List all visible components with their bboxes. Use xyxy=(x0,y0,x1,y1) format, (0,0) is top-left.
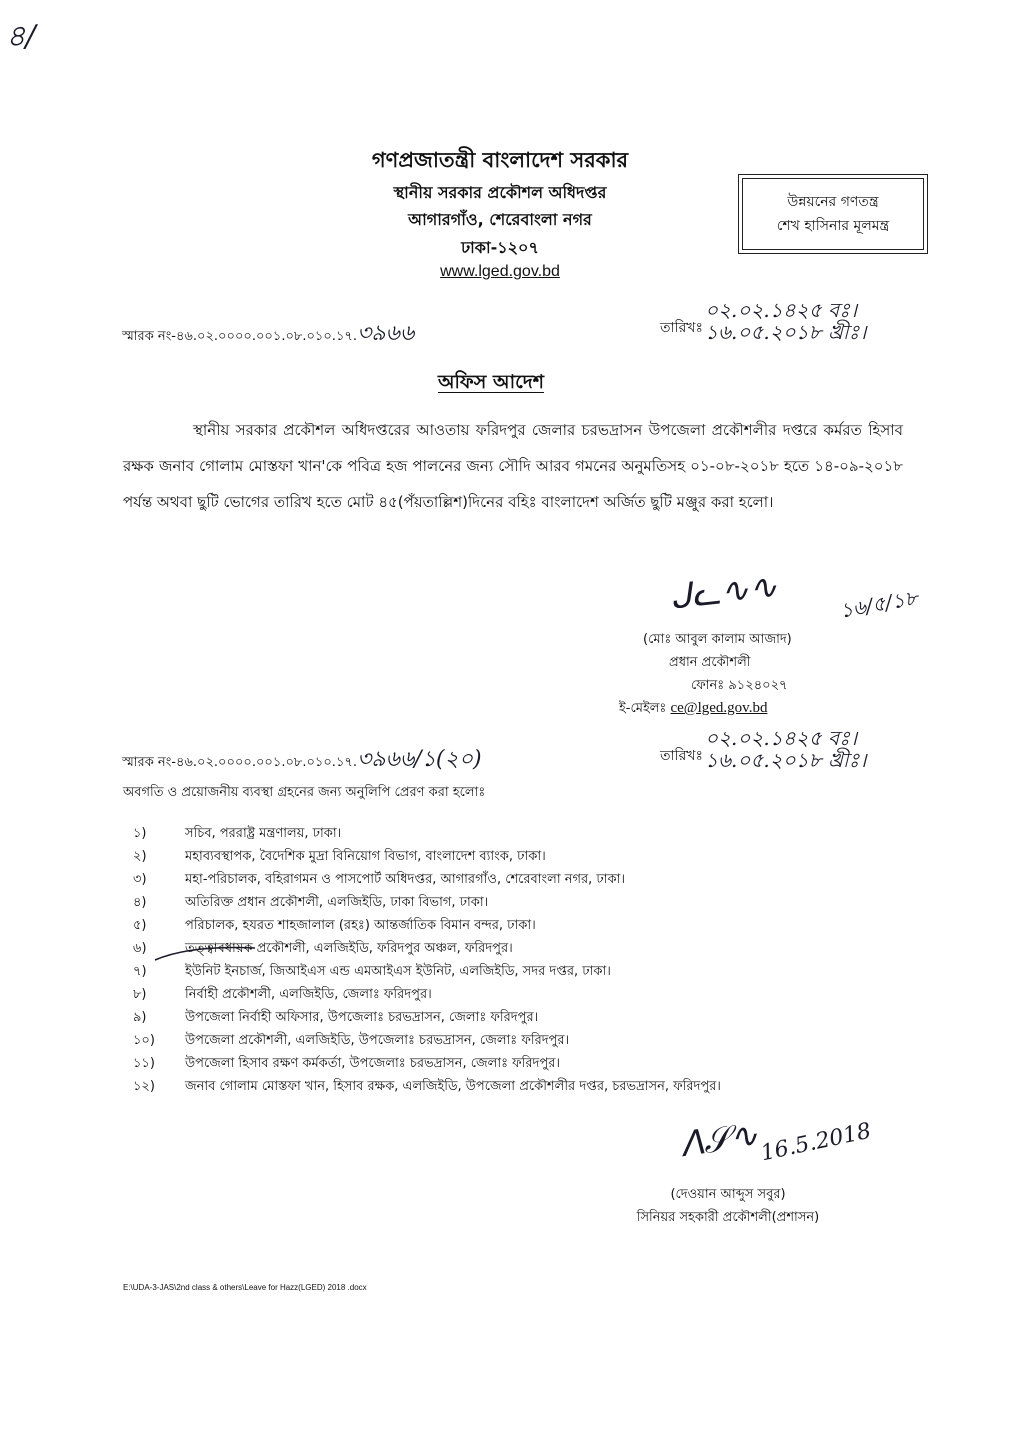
signature2-date: 16.5.2018 xyxy=(758,1118,874,1167)
date-bangla: ০২.০২.১৪২৫ বঃ। xyxy=(705,298,857,322)
list-item: ৮) নির্বাহী প্রকৌশলী, এলজিইডি, জেলাঃ ফরিদপুর। xyxy=(133,987,432,1002)
list-item: ১২) জনাব গোলাম মোস্তফা খান, হিসাব রক্ষক, এলজিইডি, উপজেলা প্রকৌশলীর দপ্তর, চরভদ্রাসন, ফরিদপুর। xyxy=(133,1079,721,1094)
list-item: ১১) উপজেলা হিসাব রক্ষণ কর্মকর্তা, উপজেলাঃ চরভদ্রাসন, জেলাঃ ফরিদপুর। xyxy=(133,1056,560,1071)
signatory-name: (মোঃ আবুল কালাম আজাদ) xyxy=(643,632,792,647)
signature-scribble-2: ᐱ𝒮∿ xyxy=(677,1114,761,1166)
signatory-phone: ফোনঃ ৯১২৪০২৭ xyxy=(691,678,788,693)
memo-handwritten-no: ৩৯৬৬/১(২০) xyxy=(356,747,482,772)
list-item: ৫) পরিচালক, হযরত শাহজালাল (রহঃ) আন্তর্জাতিক বিমান বন্দর, ঢাকা। xyxy=(133,918,536,933)
memo-number-1 xyxy=(122,316,414,353)
header-department: স্থানীয় সরকার প্রকৌশল অধিদপ্তর xyxy=(393,183,607,202)
corner-mark: ৪/ xyxy=(6,19,36,54)
header-website: www.lged.gov.bd xyxy=(440,263,560,280)
list-item: ৩) মহা-পরিচালক, বহিরাগমন ও পাসপোর্ট অধিদপ্তর, আগারগাঁও, শেরেবাংলা নগর, ঢাকা। xyxy=(133,872,626,887)
copy-distribution-intro: অবগতি ও প্রয়োজনীয় ব্যবস্থা গ্রহনের জন্য অনুলিপি প্রেরণ করা হলোঃ xyxy=(123,785,486,800)
motto-line1: উন্নয়নের গণতন্ত্র xyxy=(787,194,879,210)
list-item: ১০) উপজেলা প্রকৌশলী, এলজিইডি, উপজেলাঃ চরভদ্রাসন, জেলাঃ ফরিদপুর। xyxy=(133,1033,570,1048)
signatory-designation: সিনিয়র সহকারী প্রকৌশলী(প্রশাসন) xyxy=(636,1210,820,1225)
list-item: ১) সচিব, পররাষ্ট্র মন্ত্রণালয়, ঢাকা। xyxy=(133,826,342,841)
tick-mark-icon xyxy=(150,940,260,970)
footer-file-path: E:\UDA-3-JAS\2nd class & others\Leave for Hazz(LGED) 2018 .docx xyxy=(123,1283,367,1292)
memo-label: স্মারক নং-৪৬.০২.০০০০.০০১.০৮.০১০.১৭. xyxy=(122,755,357,770)
date-label: তারিখঃ xyxy=(660,320,703,336)
motto-box xyxy=(742,178,924,250)
order-title: অফিস আদেশ xyxy=(438,371,544,393)
memo-label: স্মারক নং-৪৬.০২.০০০০.০০১.০৮.০১০.১৭. xyxy=(122,329,357,344)
list-item: ২) মহাব্যবস্থাপক, বৈদেশিক মুদ্রা বিনিয়োগ বিভাগ, বাংলাদেশ ব্যাংক, ঢাকা। xyxy=(133,849,546,864)
date-english: ১৬.০৫.২০১৮ খ্রীঃ। xyxy=(705,748,867,772)
email-address: ce@lged.gov.bd xyxy=(670,700,768,716)
memo-number-2 xyxy=(122,742,482,779)
motto-line2: শেখ হাসিনার মূলমন্ত্র xyxy=(776,218,890,234)
signatory-designation: প্রধান প্রকৌশলী xyxy=(669,655,751,670)
list-item: ৬) তত্ত্বাবধায়ক প্রকৌশলী, এলজিইডি, ফরিদপুর অঞ্চল, ফরিদপুর। xyxy=(133,941,513,956)
signatory-name: (দেওয়ান আব্দুস সবুর) xyxy=(670,1187,786,1202)
list-item: ৪) অতিরিক্ত প্রধান প্রকৌশলী, এলজিইডি, ঢাকা বিভাগ, ঢাকা। xyxy=(133,895,489,910)
date-bangla: ০২.০২.১৪২৫ বঃ। xyxy=(705,726,857,750)
signatory-email-line xyxy=(619,697,792,720)
email-label: ই-মেইলঃ xyxy=(619,701,667,716)
header-city: ঢাকা-১২০৭ xyxy=(461,238,539,257)
date-label: তারিখঃ xyxy=(660,748,703,764)
signature-scribble-1: ᒍᓚ∿∿ xyxy=(668,566,780,618)
list-item: ৭) ইউনিট ইনচার্জ, জিআইএস এন্ড এমআইএস ইউনিট, এলজিইডি, সদর দপ্তর, ঢাকা। xyxy=(133,964,611,979)
memo-handwritten-no: ৩৯৬৬ xyxy=(356,321,415,346)
header-government: গণপ্রজাতন্ত্রী বাংলাদেশ সরকার xyxy=(371,148,629,172)
signature-block-2 xyxy=(588,1183,868,1229)
date-english: ১৬.০৫.২০১৮ খ্রীঃ। xyxy=(705,320,867,344)
order-body: স্থানীয় সরকার প্রকৌশল অধিদপ্তরের আওতায় ফরিদপুর জেলার চরভদ্রাসন উপজেলা প্রকৌশলীর দপ্তরে কর্মরত হিসাব রক্ষক জনাব গোলাম মোস্তফা খান'কে পবিত্র হজ পালনের জন্য সৌদি আরব গমনের অনুমতিসহ ০১-০৮-২০১৮ হতে ১৪-০৯-২০১৮ পর্যন্ত অথবা ছুটি ভোগের তারিখ হতে মোট ৪৫(পঁয়তাল্লিশ)দিনের বহিঃ বাংলাদেশ অর্জিত ছুটি মঞ্জুর করা হলো। xyxy=(123,421,903,511)
signature1-date: ১৬/৫/১৮ xyxy=(838,585,920,623)
list-item: ৯) উপজেলা নির্বাহী অফিসার, উপজেলাঃ চরভদ্রাসন, জেলাঃ ফরিদপুর। xyxy=(133,1010,539,1025)
signature-block-1 xyxy=(619,628,792,720)
header-address: আগারগাঁও, শেরেবাংলা নগর xyxy=(408,210,592,229)
